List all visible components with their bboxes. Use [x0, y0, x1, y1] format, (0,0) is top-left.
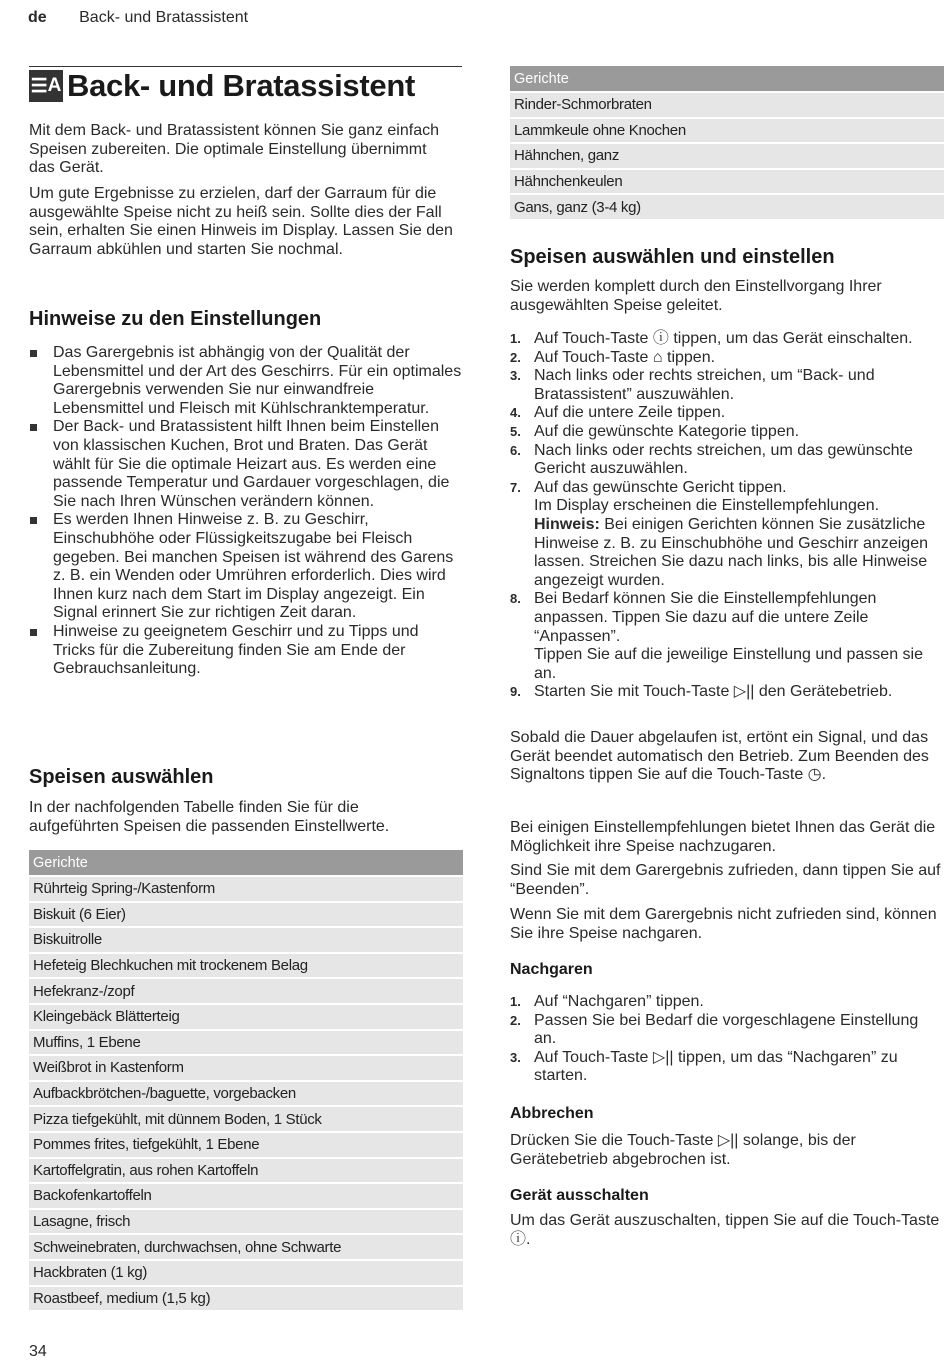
header-section: Back- und Bratassistent: [79, 9, 249, 26]
table-row: [29, 1081, 463, 1107]
nachgaren-hint: Wenn Sie mit dem Garergebnis nicht zufrieden sind, können Sie ihre Speise nachgaren.: [510, 906, 937, 942]
heading-abbrechen: Abbrechen: [510, 1105, 594, 1122]
intro-paragraph-1: Mit dem Back- und Bratassistent können Sie ganz einfach Speisen zubereiten. Die optimale Einstellung übernimmt das Gerät.: [29, 122, 439, 177]
table-row: [510, 143, 944, 169]
table-row: [510, 169, 944, 195]
table-row: [510, 194, 944, 219]
table-cell: Hefeteig Blechkuchen mit trockenem Belag: [29, 953, 463, 979]
table-row: [29, 1286, 463, 1311]
step-2: 2. Passen Sie bei Bedarf die vorgeschlagene Einstellung an.: [510, 1011, 919, 1048]
abbrechen-text: Drücken Sie die Touch-Taste ▷|| solange, bis der Gerätebetrieb abgebrochen ist.: [510, 1132, 856, 1168]
table-cell: Roastbeef, medium (1,5 kg): [29, 1286, 463, 1311]
table-header: Gerichte: [510, 66, 944, 92]
hinweis-label: Hinweis:: [534, 515, 600, 533]
heading-nachgaren: Nachgaren: [510, 961, 593, 978]
step-5: 5. Auf die gewünschte Kategorie tippen.: [510, 422, 800, 440]
table-row: [510, 118, 944, 144]
table-cell: Pizza tiefgekühlt, mit dünnem Boden, 1 Stück: [29, 1106, 463, 1132]
step-8: 8. Bei Bedarf können Sie die Einstellempfehlungen anpassen. Tippen Sie dazu auf die untere Zeile “Anpassen”. Tippen Sie auf die jeweilige Einstellung und passen sie an.: [510, 590, 923, 682]
einstellen-steps: [510, 330, 944, 702]
table-row: [29, 1260, 463, 1286]
heading-ausschalten: Gerät ausschalten: [510, 1187, 649, 1204]
table-cell: Hähnchen, ganz: [510, 143, 944, 169]
table-row: [29, 1158, 463, 1184]
page-header: [28, 9, 248, 27]
chapter-title: [29, 66, 462, 104]
step-7: 7. Auf das gewünschte Gericht tippen. Im Display erscheinen die Einstellempfehlungen. Hinweis: Bei einigen Gerichten können Sie zusätzliche Hinweise z. B. zu Einschubhöhe und Geschirr anzeigen lassen. Streichen Sie dazu nach links, bis alle Hinweise angezeigt wurden.: [510, 478, 928, 589]
table-row: [29, 1055, 463, 1081]
beenden-info: Sind Sie mit dem Garergebnis zufrieden, dann tippen Sie auf “Beenden”.: [510, 862, 941, 898]
table-cell: Weißbrot in Kastenform: [29, 1055, 463, 1081]
table-row: [29, 876, 463, 902]
list-item: Das Garergebnis ist abhängig von der Qualität der Lebensmittel und der Art des Geschirrs. Für ein optimales Garergebnis verwenden Sie nur einwandfreie Lebensmittel und Fleisch mit Kühlschranktemperatur.: [29, 344, 463, 418]
step-3: 3. Nach links oder rechts streichen, um “Back- und Bratassistent” auszuwählen.: [510, 367, 875, 403]
table-cell: Biskuitrolle: [29, 927, 463, 953]
table-cell: Schweinebraten, durchwachsen, ohne Schwarte: [29, 1234, 463, 1260]
table-header: Gerichte: [29, 850, 463, 876]
step-2: 2. Auf Touch-Taste ⌂ tippen.: [510, 348, 716, 366]
table-row: [29, 953, 463, 979]
heading-speisen-auswaehlen: Speisen auswählen: [29, 766, 214, 788]
table-row: [29, 1183, 463, 1209]
step-3: 3. Auf Touch-Taste ▷|| tippen, um das “Nachgaren” zu starten.: [510, 1048, 898, 1085]
list-item: Der Back- und Bratassistent hilft Ihnen beim Einstellen von klassischen Kuchen, Brot und Braten. Das Gerät wählt für Sie die optimale Heizart aus. Es werden eine passende Temperatur und Gardauer vorgeschlagen, die Sie nach Ihren Wünschen verändern können.: [29, 418, 463, 511]
table-row: [29, 902, 463, 928]
table-cell: Hähnchenkeulen: [510, 169, 944, 195]
page-number: 34: [29, 1343, 47, 1360]
list-item: Hinweise zu geeignetem Geschirr und zu Tipps und Tricks für die Zubereitung finden Sie am Ende der Gebrauchsanleitung.: [29, 623, 463, 679]
table-row: [29, 1132, 463, 1158]
step-9: 9. Starten Sie mit Touch-Taste ▷|| den Gerätebetrieb.: [510, 683, 893, 701]
assistant-icon: ☰ A: [29, 70, 63, 102]
intro-paragraph-2: Um gute Ergebnisse zu erzielen, darf der Garraum für die ausgewählte Speise nicht zu heiß sein. Sollte dies der Fall sein, erhalten Sie einen Hinweis im Display. Lassen Sie den Garraum abkühlen und starten Sie nochmal.: [29, 185, 453, 258]
table-cell: Aufbackbrötchen-/baguette, vorgebacken: [29, 1081, 463, 1107]
ausschalten-text: Um das Gerät auszuschalten, tippen Sie auf die Touch-Taste ⓘ.: [510, 1212, 940, 1248]
table-row: [29, 978, 463, 1004]
table-cell: Rinder-Schmorbraten: [510, 92, 944, 118]
table-cell: Kleingebäck Blätterteig: [29, 1004, 463, 1030]
hinweise-list: [29, 344, 463, 679]
gerichte-table-1: [29, 850, 463, 1310]
nachgaren-steps: [510, 993, 944, 1086]
table-cell: Lasagne, frisch: [29, 1209, 463, 1235]
table-row: [29, 927, 463, 953]
nachgaren-info: Bei einigen Einstellempfehlungen bietet Ihnen das Gerät die Möglichkeit ihre Speise nachzugaren.: [510, 819, 936, 855]
table-row: [29, 1209, 463, 1235]
page-title: Back- und Bratassistent: [67, 68, 415, 103]
table-row: [29, 1030, 463, 1056]
table-cell: Muffins, 1 Ebene: [29, 1030, 463, 1056]
list-item: Es werden Ihnen Hinweise z. B. zu Geschirr, Einschubhöhe oder Flüssigkeitszugabe bei Fleisch gegeben. Bei manchen Speisen ist während des Garens z. B. ein Wenden oder Umrühren erforderlich. Dies wird Ihnen kurz nach dem Start im Display angezeigt. Ein Signal erinnert Sie zur richtigen Zeit daran.: [29, 511, 463, 623]
table-row: [29, 1106, 463, 1132]
table-cell: Kartoffelgratin, aus rohen Kartoffeln: [29, 1158, 463, 1184]
einstellen-text: Sie werden komplett durch den Einstellvorgang Ihrer ausgewählten Speise geleitet.: [510, 278, 882, 314]
heading-hinweise: Hinweise zu den Einstellungen: [29, 308, 322, 330]
table-cell: Hefekranz-/zopf: [29, 978, 463, 1004]
step-1: 1. Auf “Nachgaren” tippen.: [510, 993, 704, 1010]
speisen-text: In der nachfolgenden Tabelle finden Sie für die aufgeführten Speisen die passenden Einstellwerte.: [29, 799, 390, 835]
table-cell: Biskuit (6 Eier): [29, 902, 463, 928]
after-steps-text: Sobald die Dauer abgelaufen ist, ertönt ein Signal, und das Gerät beendet automatisch den Betrieb. Zum Beenden des Signaltons tippen Sie auf die Touch-Taste ◷.: [510, 729, 929, 784]
step-6: 6. Nach links oder rechts streichen, um das gewünschte Gericht auszuwählen.: [510, 441, 913, 478]
table-cell: Backofenkartoffeln: [29, 1183, 463, 1209]
table-cell: Pommes frites, tiefgekühlt, 1 Ebene: [29, 1132, 463, 1158]
step-4: 4. Auf die untere Zeile tippen.: [510, 404, 726, 422]
table-row: [29, 1004, 463, 1030]
table-row: [510, 92, 944, 118]
table-cell: Rührteig Spring-/Kastenform: [29, 876, 463, 902]
table-cell: Hackbraten (1 kg): [29, 1260, 463, 1286]
table-cell: Gans, ganz (3-4 kg): [510, 194, 944, 219]
table-row: [29, 1234, 463, 1260]
table-cell: Lammkeule ohne Knochen: [510, 118, 944, 144]
step-1: 1. Auf Touch-Taste ⓘ tippen, um das Gerät einschalten.: [510, 330, 913, 347]
language-tag: de: [28, 9, 47, 26]
heading-einstellen: Speisen auswählen und einstellen: [510, 246, 835, 268]
gerichte-table-2: [510, 66, 944, 219]
